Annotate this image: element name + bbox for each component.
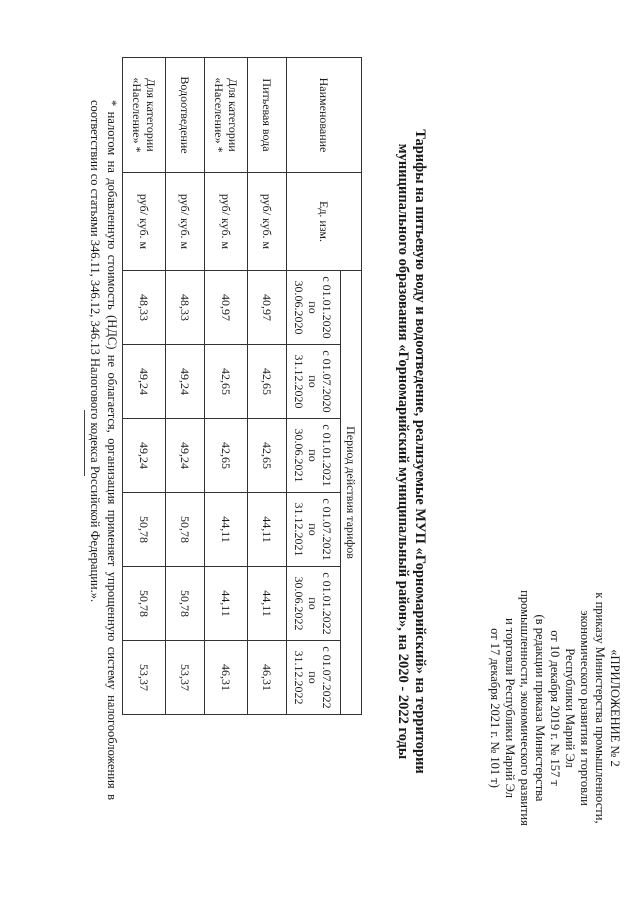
tariff-value: 40,97 [205,271,248,345]
tariff-value: 49,24 [166,419,205,493]
tariff-value: 44,11 [205,567,248,641]
approval-line: от 10 декабря 2019 г. № 157 т [548,630,562,786]
approval-line: Республики Марий Эл [563,648,577,768]
approval-line: (в редакции приказа Министерства [533,614,547,802]
header-period: с 01.07.2020 по 31.12.2020 [287,345,341,419]
tariff-value: 53,37 [123,641,166,715]
approval-line: «ПРИЛОЖЕНИЕ № 2 [608,649,622,767]
header-period: с 01.07.2021 по 31.12.2021 [287,493,341,567]
table-row [248,58,287,715]
table-header-row [340,58,361,715]
tariff-value: 46,31 [205,641,248,715]
approval-line: и торговли Республики Марий Эл [503,617,517,799]
table-row [166,58,205,715]
row-name: Для категории «Население» * [123,58,166,173]
title-line-2: муниципального образования «Горномарийский муниципальный район», на 2020 - 2022 годы [395,143,411,760]
tariff-value: 44,11 [205,493,248,567]
tariff-value: 44,11 [248,567,287,641]
approval-line: к приказу Министерства промышленности, [593,592,607,824]
document-title [394,40,428,863]
tariff-table [122,57,362,715]
row-unit: руб/ куб. м [248,173,287,271]
tariff-value: 48,33 [166,271,205,345]
tariff-value: 50,78 [123,493,166,567]
footnote: * налогом на добавленную стоимость (НДС) не облагается, организация применяет упрощенную систему налогообложения в соответствии со статьями 346.11, 346.12, 346.13 Налогового кодекса Российской Федерации.». [88,100,119,800]
approval-line: от 17 декабря 2021 г. № 101 т) [488,628,502,788]
tariff-value: 50,78 [166,567,205,641]
header-name: Наименование [287,58,362,173]
tariff-value: 44,11 [248,493,287,567]
tariff-value: 49,24 [123,345,166,419]
table-row [205,58,248,715]
tariff-value: 40,97 [248,271,287,345]
tariff-value: 49,24 [123,419,166,493]
tariff-value: 42,65 [205,345,248,419]
approval-line: экономического развития и торговли [578,610,592,806]
title-line-1: Тарифы на питьевую воду и водоотведение, реализуемые МУП «Горномарийский» на территории [412,129,428,774]
row-name: Для категории «Население» * [205,58,248,173]
tariff-value: 50,78 [123,567,166,641]
tariff-value: 48,33 [123,271,166,345]
header-period: с 01.01.2022 по 30.06.2022 [287,567,341,641]
tariff-value: 42,65 [248,419,287,493]
table-row [123,58,166,715]
row-unit: руб/ куб. м [123,173,166,271]
row-unit: руб/ куб. м [166,173,205,271]
header-period: с 01.07.2022 по 31.12.2022 [287,641,341,715]
header-period-group: Период действия тарифов [340,271,361,715]
header-period: с 01.01.2021 по 30.06.2021 [287,419,341,493]
approval-block [487,583,622,833]
tariff-value: 42,65 [248,345,287,419]
tariff-value: 50,78 [166,493,205,567]
header-period: с 01.01.2020 по 30.06.2020 [287,271,341,345]
approval-line: промышленности, экономического развития [518,590,532,826]
row-name: Питьевая вода [248,58,287,173]
header-unit: Ед. изм. [287,173,362,271]
closing-rule [84,410,85,476]
tariff-value: 42,65 [205,419,248,493]
tariff-value: 46,31 [248,641,287,715]
row-name: Водоотведение [166,58,205,173]
row-unit: руб/ куб. м [205,173,248,271]
tariff-value: 49,24 [166,345,205,419]
tariff-value: 53,37 [166,641,205,715]
